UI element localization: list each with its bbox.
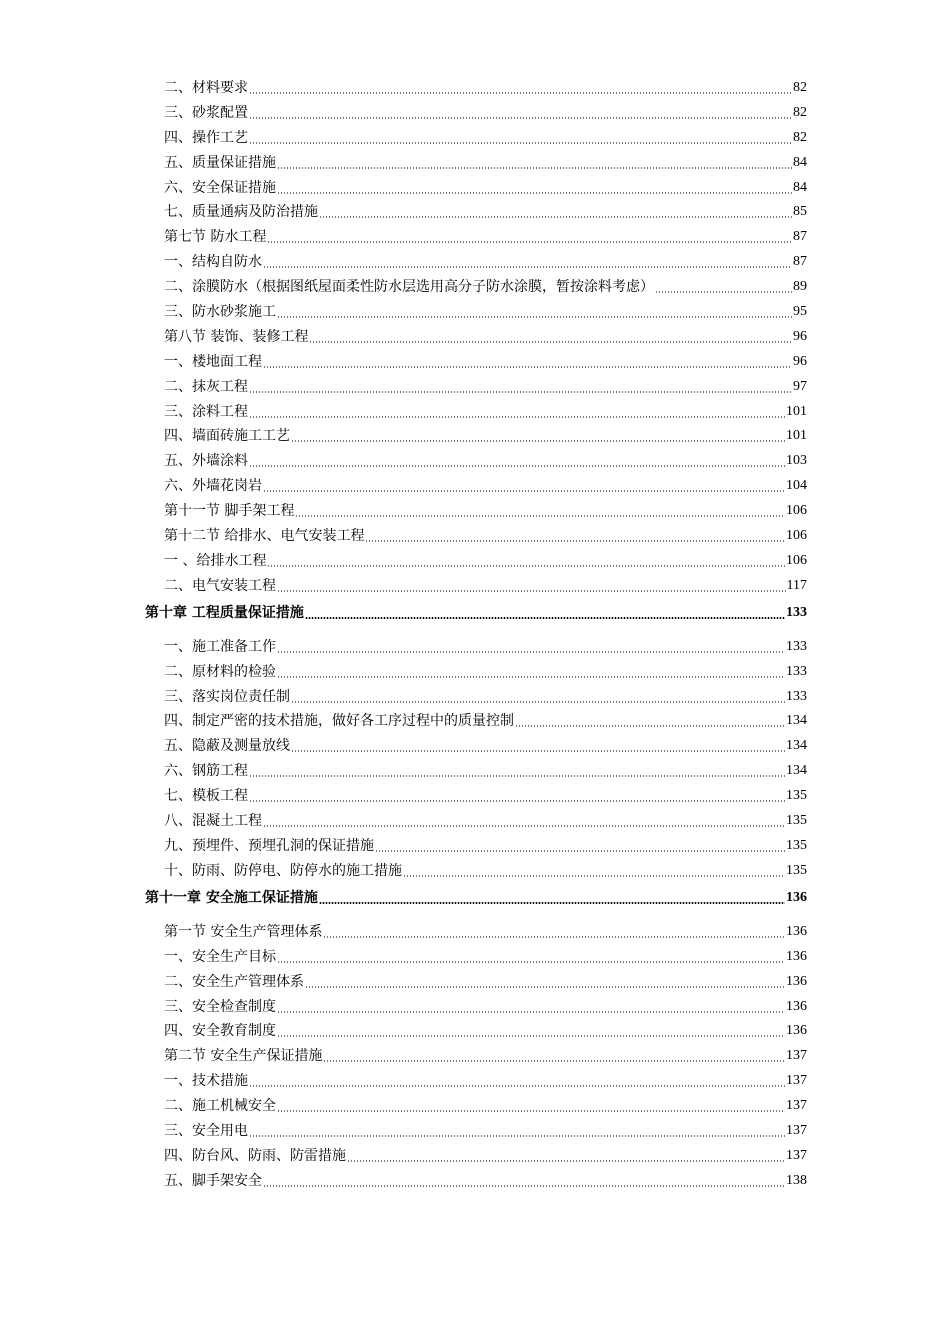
toc-entry-page-number: 137 bbox=[786, 1098, 807, 1114]
dot-leader bbox=[249, 800, 785, 802]
toc-entry-title: 四、制定严密的技术措施，做好各工序过程中的质量控制 bbox=[164, 713, 514, 730]
toc-entry bbox=[145, 638, 807, 656]
dot-leader bbox=[323, 936, 785, 938]
toc-entry-page-number: 97 bbox=[793, 378, 807, 394]
toc-entry bbox=[145, 253, 807, 271]
toc-entry-page-number: 95 bbox=[793, 304, 807, 320]
dot-leader bbox=[263, 1185, 785, 1187]
dot-leader bbox=[323, 1060, 785, 1062]
toc-entry bbox=[145, 1022, 807, 1040]
toc-entry-title: 五、外墙涂料 bbox=[164, 453, 248, 470]
toc-entry bbox=[145, 104, 807, 122]
toc-entry-title: 六、外墙花岗岩 bbox=[164, 478, 262, 495]
toc-entry-title: 七、质量通病及防治措施 bbox=[164, 204, 318, 221]
toc-entry-page-number: 134 bbox=[786, 738, 807, 754]
toc-entry-page-number: 85 bbox=[793, 204, 807, 220]
dot-leader bbox=[249, 416, 785, 418]
toc-entry-page-number: 136 bbox=[786, 889, 807, 905]
toc-entry-page-number: 135 bbox=[786, 837, 807, 853]
toc-entry-page-number: 134 bbox=[786, 713, 807, 729]
toc-entry bbox=[145, 1172, 807, 1190]
toc-chapter-entry bbox=[145, 889, 807, 907]
toc-entry-page-number: 96 bbox=[793, 328, 807, 344]
toc-entry-title: 十、防雨、防停电、防停水的施工措施 bbox=[164, 862, 402, 879]
toc-entry-title: 第二节 安全生产保证措施 bbox=[164, 1048, 323, 1065]
toc-entry-page-number: 89 bbox=[793, 279, 807, 295]
toc-entry-title: 五、脚手架安全 bbox=[164, 1172, 262, 1189]
dot-leader bbox=[277, 192, 792, 194]
toc-entry bbox=[145, 1147, 807, 1165]
toc-entry-page-number: 82 bbox=[793, 129, 807, 145]
dot-leader bbox=[403, 875, 785, 877]
toc-entry-title: 一 、给排水工程 bbox=[164, 552, 267, 569]
toc-entry bbox=[145, 477, 807, 495]
toc-entry bbox=[145, 278, 807, 296]
toc-entry bbox=[145, 353, 807, 371]
toc-entry bbox=[145, 403, 807, 421]
toc-entry-title: 第十二节 给排水、电气安装工程 bbox=[164, 528, 365, 545]
toc-entry bbox=[145, 452, 807, 470]
dot-leader bbox=[277, 1110, 785, 1112]
toc-entry-page-number: 101 bbox=[786, 428, 807, 444]
toc-entry bbox=[145, 787, 807, 805]
toc-entry bbox=[145, 762, 807, 780]
toc-entry-title: 三、砂浆配置 bbox=[164, 104, 248, 121]
dot-leader bbox=[375, 850, 785, 852]
dot-leader bbox=[249, 1135, 785, 1137]
toc-entry-title: 二、材料要求 bbox=[164, 80, 248, 96]
dot-leader bbox=[267, 565, 785, 567]
toc-entry-title: 六、安全保证措施 bbox=[164, 179, 276, 196]
toc-entry-title: 第七节 防水工程 bbox=[164, 229, 267, 246]
toc-entry-page-number: 103 bbox=[786, 453, 807, 469]
dot-leader bbox=[295, 515, 785, 517]
toc-entry-page-number: 87 bbox=[793, 229, 807, 245]
dot-leader bbox=[249, 117, 792, 119]
dot-leader bbox=[263, 266, 792, 268]
toc-entry-page-number: 136 bbox=[786, 973, 807, 989]
toc-entry-title: 二、施工机械安全 bbox=[164, 1098, 276, 1115]
dot-leader bbox=[249, 775, 785, 777]
dot-leader bbox=[277, 1011, 785, 1013]
toc-entry bbox=[145, 998, 807, 1016]
toc-entry bbox=[145, 737, 807, 755]
dot-leader bbox=[655, 291, 792, 293]
toc-entry-page-number: 137 bbox=[786, 1147, 807, 1163]
toc-entry-page-number: 106 bbox=[786, 528, 807, 544]
toc-entry bbox=[145, 1122, 807, 1140]
toc-entry bbox=[145, 228, 807, 246]
dot-leader bbox=[263, 825, 785, 827]
toc-entry-title: 二、安全生产管理体系 bbox=[164, 973, 304, 990]
dot-leader bbox=[291, 701, 785, 703]
toc-entry bbox=[145, 973, 807, 991]
toc-entry-title: 一、安全生产目标 bbox=[164, 948, 276, 965]
toc-entry bbox=[145, 948, 807, 966]
toc-entry-page-number: 133 bbox=[786, 604, 807, 620]
toc-entry-page-number: 82 bbox=[793, 80, 807, 95]
toc-entry-title: 第八节 装饰、装修工程 bbox=[164, 328, 309, 345]
dot-leader bbox=[263, 366, 792, 368]
dot-leader bbox=[249, 142, 792, 144]
toc-entry-page-number: 135 bbox=[786, 788, 807, 804]
toc-entry bbox=[145, 154, 807, 172]
dot-leader bbox=[267, 241, 792, 243]
toc-entry bbox=[145, 79, 807, 97]
toc-entry-title: 九、预埋件、预埋孔洞的保证措施 bbox=[164, 837, 374, 854]
dot-leader bbox=[365, 540, 785, 542]
toc-entry-page-number: 96 bbox=[793, 353, 807, 369]
toc-entry-page-number: 137 bbox=[786, 1122, 807, 1138]
toc-entry bbox=[145, 923, 807, 941]
toc-entry-title: 四、安全教育制度 bbox=[164, 1023, 276, 1040]
toc-entry-title: 三、安全用电 bbox=[164, 1122, 248, 1139]
toc-entry-title: 二、抹灰工程 bbox=[164, 378, 248, 395]
dot-leader bbox=[263, 490, 785, 492]
toc-entry-title: 一、施工准备工作 bbox=[164, 638, 276, 655]
toc-entry bbox=[145, 552, 807, 570]
toc-entry-title: 四、操作工艺 bbox=[164, 129, 248, 146]
dot-leader bbox=[249, 465, 785, 467]
dot-leader bbox=[277, 590, 786, 592]
dot-leader bbox=[319, 216, 792, 218]
dot-leader bbox=[291, 750, 785, 752]
toc-entry-page-number: 106 bbox=[786, 552, 807, 568]
dot-leader bbox=[305, 617, 785, 619]
toc-entry-title: 三、落实岗位责任制 bbox=[164, 688, 290, 705]
toc-entry-page-number: 133 bbox=[786, 638, 807, 654]
dot-leader bbox=[277, 316, 792, 318]
toc-entry-page-number: 84 bbox=[793, 154, 807, 170]
toc-entry bbox=[145, 328, 807, 346]
toc-entry bbox=[145, 862, 807, 880]
toc-entry-page-number: 137 bbox=[786, 1048, 807, 1064]
toc-entry bbox=[145, 688, 807, 706]
toc-entry bbox=[145, 303, 807, 321]
toc-entry-page-number: 133 bbox=[786, 663, 807, 679]
toc-entry-page-number: 137 bbox=[786, 1073, 807, 1089]
toc-entry-page-number: 101 bbox=[786, 403, 807, 419]
toc-entry bbox=[145, 427, 807, 445]
toc-entry bbox=[145, 1047, 807, 1065]
dot-leader bbox=[305, 986, 785, 988]
toc-entry bbox=[145, 378, 807, 396]
toc-entry-page-number: 133 bbox=[786, 688, 807, 704]
toc-entry-title: 三、安全检查制度 bbox=[164, 998, 276, 1015]
toc-entry-page-number: 136 bbox=[786, 923, 807, 939]
toc-entry bbox=[145, 577, 807, 595]
table-of-contents bbox=[145, 79, 807, 1197]
toc-entry-page-number: 135 bbox=[786, 813, 807, 829]
dot-leader bbox=[515, 725, 785, 727]
dot-leader bbox=[249, 92, 792, 94]
toc-entry-title: 二、原材料的检验 bbox=[164, 663, 276, 680]
toc-entry-page-number: 136 bbox=[786, 1023, 807, 1039]
dot-leader bbox=[249, 1085, 785, 1087]
toc-entry-title: 六、钢筋工程 bbox=[164, 763, 248, 780]
toc-entry bbox=[145, 812, 807, 830]
toc-entry bbox=[145, 203, 807, 221]
toc-entry-page-number: 117 bbox=[786, 577, 807, 593]
toc-entry bbox=[145, 1097, 807, 1115]
toc-entry-page-number: 106 bbox=[786, 503, 807, 519]
toc-entry-title: 二、涂膜防水（根据图纸屋面柔性防水层选用高分子防水涂膜，暂按涂料考虑） bbox=[164, 279, 654, 296]
toc-entry bbox=[145, 527, 807, 545]
toc-entry-page-number: 82 bbox=[793, 104, 807, 120]
dot-leader bbox=[291, 440, 785, 442]
toc-entry-page-number: 136 bbox=[786, 998, 807, 1014]
toc-entry-title: 七、模板工程 bbox=[164, 788, 248, 805]
dot-leader bbox=[277, 651, 785, 653]
toc-entry-title: 一、楼地面工程 bbox=[164, 353, 262, 370]
toc-entry-title: 一、结构自防水 bbox=[164, 254, 262, 271]
dot-leader bbox=[347, 1160, 785, 1162]
toc-entry-title: 一、技术措施 bbox=[164, 1073, 248, 1090]
toc-entry-title: 五、质量保证措施 bbox=[164, 154, 276, 171]
toc-entry-page-number: 87 bbox=[793, 254, 807, 270]
toc-entry-title: 第十一节 脚手架工程 bbox=[164, 503, 295, 520]
dot-leader bbox=[277, 1035, 785, 1037]
toc-entry bbox=[145, 837, 807, 855]
dot-leader bbox=[309, 341, 792, 343]
dot-leader bbox=[249, 391, 792, 393]
toc-chapter-entry bbox=[145, 604, 807, 622]
toc-entry-title: 三、涂料工程 bbox=[164, 403, 248, 420]
toc-entry-title: 二、电气安装工程 bbox=[164, 577, 276, 594]
toc-entry-page-number: 135 bbox=[786, 862, 807, 878]
toc-entry-title: 四、墙面砖施工工艺 bbox=[164, 428, 290, 445]
toc-entry-title: 三、防水砂浆施工 bbox=[164, 304, 276, 321]
toc-entry bbox=[145, 502, 807, 520]
toc-entry-page-number: 138 bbox=[786, 1172, 807, 1188]
toc-entry bbox=[145, 179, 807, 197]
dot-leader bbox=[277, 676, 785, 678]
dot-leader bbox=[277, 167, 792, 169]
toc-entry-page-number: 136 bbox=[786, 948, 807, 964]
toc-entry-page-number: 104 bbox=[786, 478, 807, 494]
toc-entry-page-number: 84 bbox=[793, 179, 807, 195]
dot-leader bbox=[319, 902, 785, 904]
toc-entry-title: 第十章 工程质量保证措施 bbox=[145, 604, 304, 621]
toc-entry bbox=[145, 129, 807, 147]
dot-leader bbox=[277, 961, 785, 963]
toc-entry-title: 第一节 安全生产管理体系 bbox=[164, 923, 323, 940]
toc-entry bbox=[145, 663, 807, 681]
toc-entry bbox=[145, 1072, 807, 1090]
toc-entry-title: 五、隐蔽及测量放线 bbox=[164, 738, 290, 755]
toc-entry-title: 八、混凝土工程 bbox=[164, 813, 262, 830]
toc-entry-page-number: 134 bbox=[786, 763, 807, 779]
toc-entry-title: 四、防台风、防雨、防雷措施 bbox=[164, 1147, 346, 1164]
toc-entry-title: 第十一章 安全施工保证措施 bbox=[145, 889, 318, 906]
toc-entry bbox=[145, 712, 807, 730]
